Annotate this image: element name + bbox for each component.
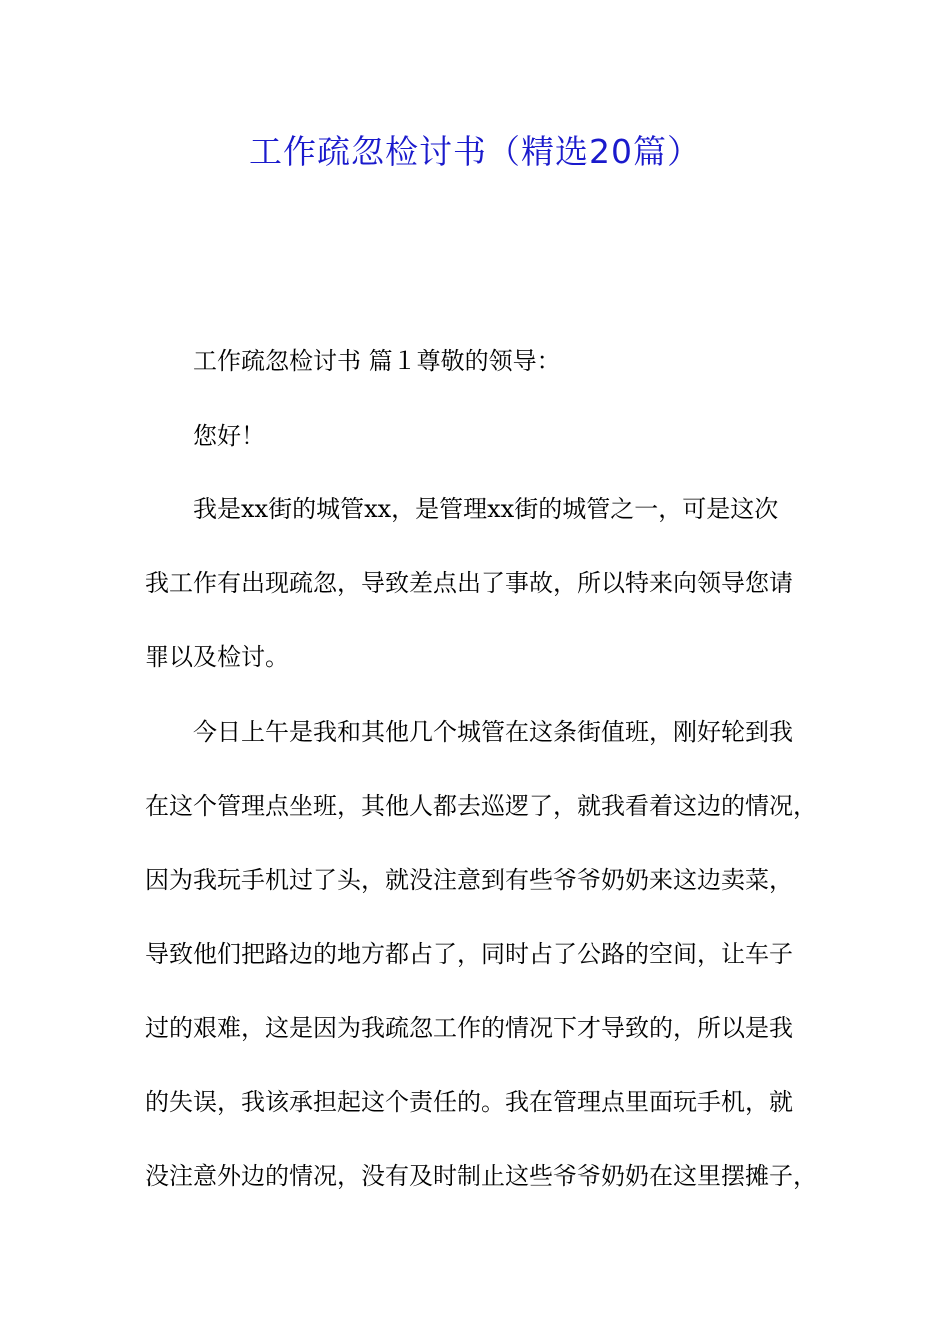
document-title: 工作疏忽检讨书（精选20篇） (249, 132, 701, 171)
paragraph-line: 导致他们把路边的地方都占了，同时占了公路的空间，让车子 (145, 940, 793, 968)
paragraph-line: 在这个管理点坐班，其他人都去巡逻了，就我看着这边的情况， (145, 792, 817, 820)
paragraph-line: 因为我玩手机过了头，就没注意到有些爷爷奶奶来这边卖菜， (145, 866, 793, 894)
paragraph-line: 没注意外边的情况，没有及时制止这些爷爷奶奶在这里摆摊子， (145, 1162, 817, 1190)
paragraph-line: 您好！ (193, 422, 265, 450)
paragraph-line: 罪以及检讨。 (145, 643, 289, 671)
paragraph-line: 过的艰难，这是因为我疏忽工作的情况下才导致的，所以是我 (145, 1014, 793, 1042)
paragraph-line: 今日上午是我和其他几个城管在这条街值班，刚好轮到我 (193, 718, 793, 746)
paragraph-line: 我工作有出现疏忽，导致差点出了事故，所以特来向领导您请 (145, 569, 793, 597)
paragraph-line: 工作疏忽检讨书 篇１尊敬的领导： (193, 347, 561, 375)
paragraph-line: 的失误，我该承担起这个责任的。我在管理点里面玩手机，就 (145, 1088, 793, 1116)
paragraph-line: 我是xx街的城管xx，是管理xx街的城管之一，可是这次 (193, 495, 779, 523)
